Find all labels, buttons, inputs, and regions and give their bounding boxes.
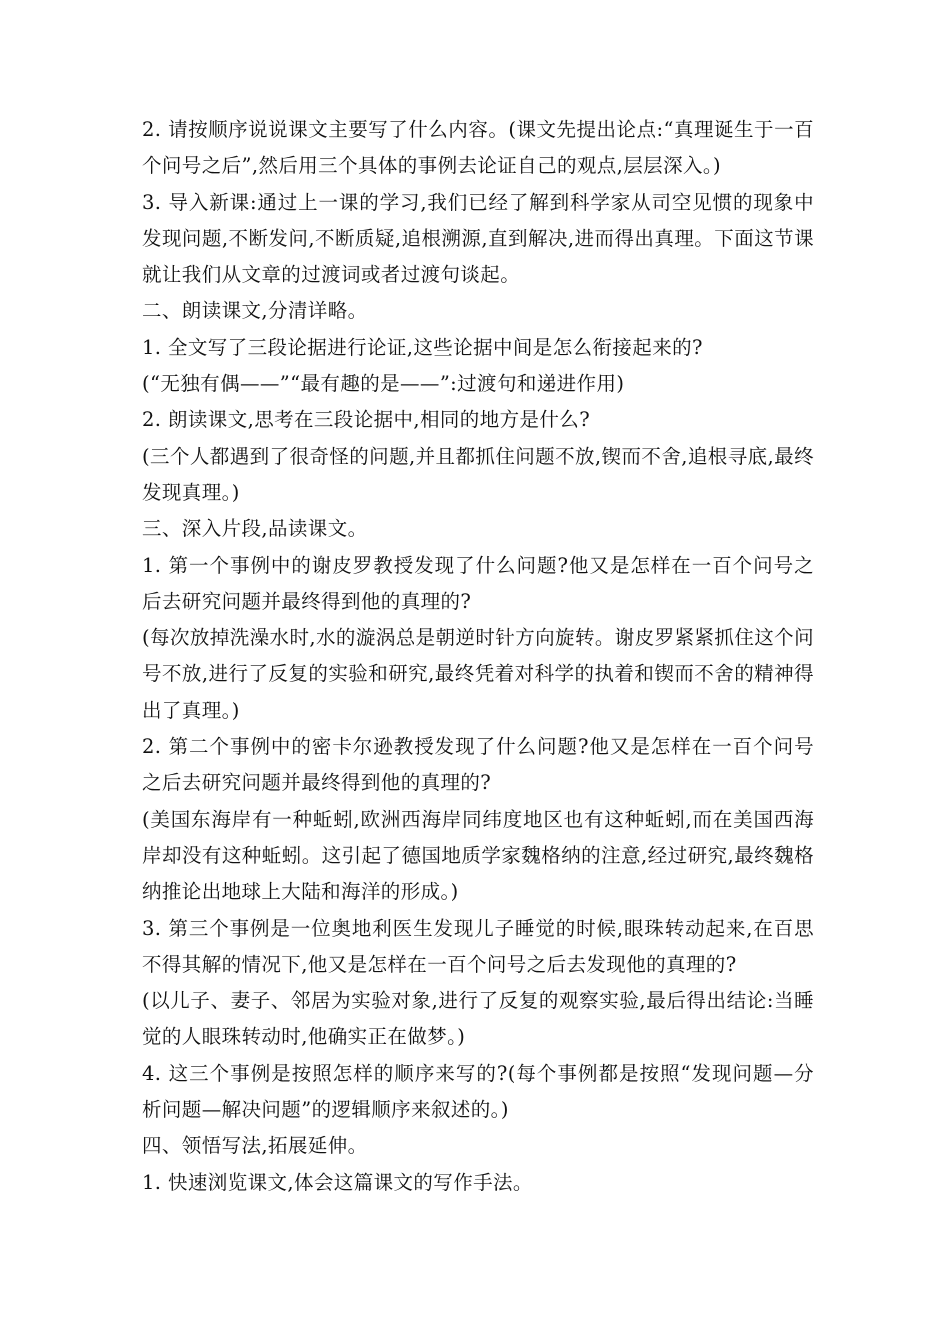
- paragraph-question-example-2: 2. 第二个事例中的密卡尔逊教授发现了什么问题?他又是怎样在一百个问号之后去研究问题并最终得到他的真理的?: [142, 735, 814, 795]
- paragraph-question-evidence-link: 1. 全文写了三段论据进行论证,这些论据中间是怎么衔接起来的?: [142, 335, 703, 359]
- paragraph-question-writing-method: 1. 快速浏览课文,体会这篇课文的写作手法。: [142, 1170, 533, 1194]
- paragraph-question-example-1: 1. 第一个事例中的谢皮罗教授发现了什么问题?他又是怎样在一百个问号之后去研究问题并最终得到他的真理的?: [142, 553, 814, 613]
- paragraph-question-2-content: 2. 请按顺序说说课文主要写了什么内容。(课文先提出论点:“真理诞生于一百个问号之后”,然后用三个具体的事例去论证自己的观点,层层深入。): [142, 118, 814, 178]
- section-heading-deep-reading: 三、深入片段,品读课文。: [142, 517, 368, 541]
- paragraph-answer-example-1: (每次放掉洗澡水时,水的漩涡总是朝逆时针方向旋转。谢皮罗紧紧抓住这个问号不放,进行了反复的实验和研究,最终凭着对科学的执着和锲而不舍的精神得出了真理。): [142, 626, 814, 722]
- paragraph-question-common-points: 2. 朗读课文,思考在三段论据中,相同的地方是什么?: [142, 408, 591, 432]
- paragraph-question-order: 4. 这三个事例是按照怎样的顺序来写的?(每个事例都是按照“发现问题—分析问题—解决问题”的逻辑顺序来叙述的。): [142, 1061, 814, 1122]
- paragraph-question-example-3: 3. 第三个事例是一位奥地利医生发现儿子睡觉的时候,眼珠转动起来,在百思不得其解的情况下,他又是怎样在一百个问号之后去发现他的真理的?: [142, 916, 814, 976]
- paragraph-intro-new-lesson: 3. 导入新课:通过上一课的学习,我们已经了解到科学家从司空见惯的现象中发现问题,不断发问,不断质疑,追根溯源,直到解决,进而得出真理。下面这节课就让我们从文章的过渡词或者过渡句谈起。: [142, 190, 814, 287]
- document-body: [142, 112, 814, 1201]
- paragraph-answer-example-2: (美国东海岸有一种蚯蚓,欧洲西海岸同纬度地区也有这种蚯蚓,而在美国西海岸却没有这种蚯蚓。这引起了德国地质学家魏格纳的注意,经过研究,最终魏格纳推论出地球上大陆和海洋的形成。): [142, 807, 814, 904]
- section-heading-read-aloud: 二、朗读课文,分清详略。: [142, 299, 368, 323]
- paragraph-answer-transition: (“无独有偶——”“最有趣的是——”:过渡句和递进作用): [142, 372, 625, 396]
- section-heading-writing-method: 四、领悟写法,拓展延伸。: [142, 1134, 368, 1158]
- paragraph-answer-common-points: (三个人都遇到了很奇怪的问题,并且都抓住问题不放,锲而不舍,追根寻底,最终发现真理。): [142, 444, 814, 504]
- paragraph-answer-example-3: (以儿子、妻子、邻居为实验对象,进行了反复的观察实验,最后得出结论:当睡觉的人眼珠转动时,他确实正在做梦。): [142, 989, 814, 1049]
